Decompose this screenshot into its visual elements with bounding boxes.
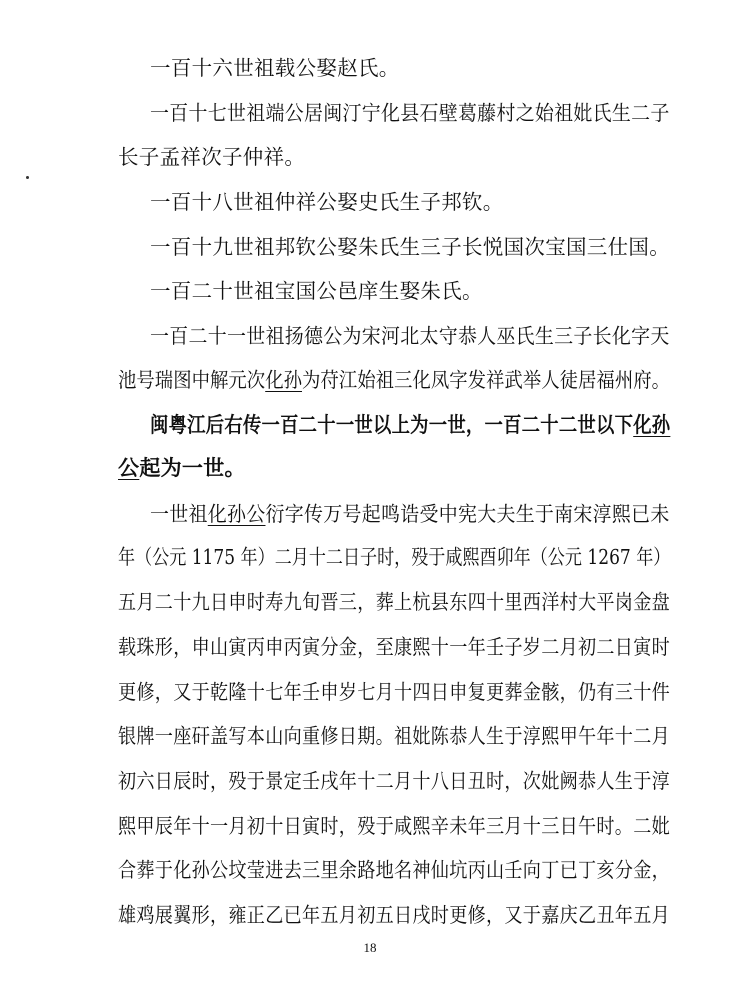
text-segment: 雄鸡展翼形，雍正乙已年五月初五日戌时更修，又于嘉庆乙丑年五月 bbox=[118, 903, 670, 927]
text-segment: 载珠形，申山寅丙申丙寅分金，至康熙十一年壬子岁二月初二日寅时 bbox=[118, 635, 670, 659]
page-number: 18 bbox=[363, 940, 377, 955]
text-line bbox=[150, 279, 483, 303]
text-segment: 五月二十九日申时寿九旬晋三，葬上杭县东四十里西洋村大平岗金盘 bbox=[118, 590, 670, 614]
text-line-bold bbox=[118, 456, 246, 480]
text-segment: 池号瑞图中解元次 bbox=[118, 368, 266, 392]
text-segment: 更修，又于乾隆十七年壬申岁七月十四日申复更葬金骸，仍有三十件 bbox=[118, 680, 670, 704]
text-line bbox=[118, 814, 670, 838]
text-line bbox=[118, 545, 670, 569]
text-line bbox=[118, 368, 670, 392]
text-segment: 初六日辰时，殁于景定壬戌年十二月十八日丑时，次妣阙恭人生于淳 bbox=[118, 769, 670, 793]
text-segment: 年（公元 1175 年）二月十二日子时，殁于咸熙酉卯年（公元 1267 年） bbox=[118, 545, 671, 569]
text-line bbox=[118, 590, 670, 614]
text-segment: 银牌一座矸盖写本山向重修日期。祖妣陈恭人生于淳熙甲午年十二月 bbox=[118, 724, 670, 748]
text-line bbox=[118, 724, 670, 748]
text-line bbox=[150, 56, 400, 80]
text-line bbox=[118, 680, 670, 704]
text-line bbox=[118, 858, 670, 882]
text-segment: 合葬于化孙公坟莹进去三里余路地名神仙坑丙山壬向丁已丁亥分金， bbox=[118, 858, 670, 882]
scan-speck bbox=[26, 176, 29, 179]
text-line bbox=[118, 903, 670, 927]
text-segment: 闽粤江后右传一百二十一世以上为一世，一百二十二世以下 bbox=[150, 412, 634, 437]
text-line bbox=[118, 635, 670, 659]
text-segment: 一百十九世祖邦钦公娶朱氏生三子长悦国次宝国三仕国。 bbox=[150, 235, 670, 259]
text-segment: 一百十六世祖载公娶赵氏。 bbox=[150, 56, 400, 80]
text-line bbox=[118, 145, 305, 169]
text-segment: 长子孟祥次子仲祥。 bbox=[118, 145, 306, 169]
text-segment: 一百十八世祖仲祥公娶史氏生子邦钦。 bbox=[150, 190, 504, 214]
underlined-name: 化孙 bbox=[265, 368, 303, 392]
text-line-bold bbox=[150, 413, 670, 437]
text-segment: 衍字传万号起鸣诰受中宪大夫生于南宋淳熙已未 bbox=[265, 502, 670, 526]
text-segment: 一百二十世祖宝国公邑庠生娶朱氏。 bbox=[150, 279, 483, 303]
text-line bbox=[150, 101, 670, 125]
underlined-name: 化孙 bbox=[633, 412, 671, 437]
underlined-name: 公 bbox=[118, 455, 140, 480]
text-segment: 起为一世。 bbox=[139, 455, 246, 480]
text-line bbox=[118, 769, 670, 793]
text-segment: 一世祖 bbox=[150, 502, 208, 526]
text-line bbox=[150, 235, 670, 259]
text-line bbox=[150, 324, 670, 348]
text-line bbox=[150, 502, 670, 526]
text-segment: 熙甲辰年十一月初十日寅时，殁于咸熙辛未年三月十三日午时。二妣 bbox=[118, 814, 670, 838]
text-line bbox=[150, 190, 504, 214]
text-segment: 一百十七世祖端公居闽汀宁化县石壁葛藤村之始祖妣氏生二子 bbox=[150, 101, 670, 125]
text-segment: 为苻江始祖三化凤字发祥武举人徒居福州府。 bbox=[302, 368, 671, 392]
underlined-name: 化孙公 bbox=[207, 502, 266, 526]
text-segment: 一百二十一世祖扬德公为宋河北太守恭人巫氏生三子长化字天 bbox=[150, 324, 670, 348]
